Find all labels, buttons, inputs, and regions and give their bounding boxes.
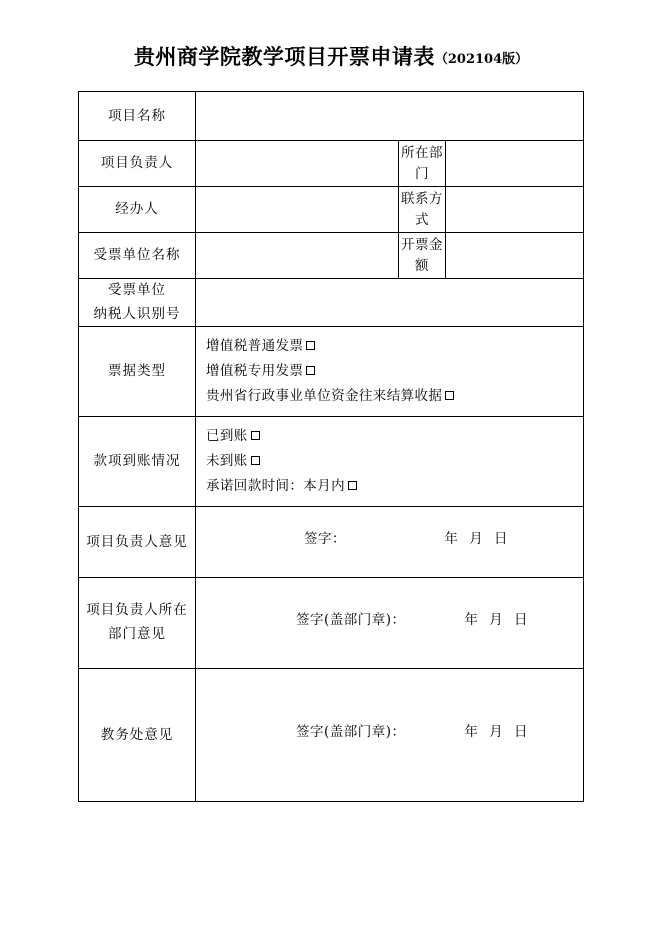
label-academic-affairs: 教务处意见 (79, 669, 196, 802)
checkbox-icon[interactable] (348, 481, 357, 490)
signature-date-line: 年 月 日 (444, 530, 512, 547)
field-dept-opinion[interactable] (196, 578, 584, 669)
signature-row-leader (196, 529, 583, 556)
signature-row-academic-affairs (196, 722, 583, 749)
page-title-main: 贵州商学院教学项目开票申请表 (133, 44, 435, 69)
signature-label: 签字(盖部门章)： (296, 611, 406, 628)
table-row-academic-affairs-opinion (79, 669, 584, 802)
table-row-invoice-unit (79, 233, 584, 279)
field-leader-opinion[interactable] (196, 507, 584, 578)
table-row-project-name (79, 92, 584, 141)
option-invoice-type-2-label: 贵州省行政事业单位资金往来结算收据 (206, 388, 443, 405)
option-payment-status-1-label: 未到账 (206, 453, 248, 470)
option-payment-status-0-label: 已到账 (206, 428, 248, 445)
field-invoice-unit[interactable] (196, 233, 399, 279)
table-row-invoice-type (79, 327, 584, 417)
field-invoice-type (196, 327, 584, 417)
table-row-dept-opinion (79, 578, 584, 669)
label-payment-status: 款项到账情况 (79, 417, 196, 507)
label-taxpayer-id-line1: 受票单位 (108, 282, 166, 298)
field-handler[interactable] (196, 187, 399, 233)
field-academic-affairs[interactable] (196, 669, 584, 802)
label-invoice-type: 票据类型 (79, 327, 196, 417)
option-payment-status-1[interactable] (206, 449, 583, 474)
label-taxpayer-id (79, 279, 196, 327)
checkbox-icon[interactable] (306, 341, 315, 350)
field-invoice-amount[interactable] (446, 233, 584, 279)
table-row-handler (79, 187, 584, 233)
label-dept-opinion (79, 578, 196, 669)
signature-label: 签字(盖部门章)： (296, 723, 406, 740)
field-contact[interactable] (446, 187, 584, 233)
label-invoice-unit: 受票单位名称 (79, 233, 196, 279)
label-contact: 联系方式 (399, 187, 446, 233)
label-department: 所在部门 (399, 141, 446, 187)
option-payment-status-2[interactable] (206, 474, 583, 499)
page-title (0, 41, 662, 71)
table-row-taxpayer-id (79, 279, 584, 327)
option-invoice-type-0-label: 增值税普通发票 (206, 338, 304, 355)
field-department[interactable] (446, 141, 584, 187)
label-dept-opinion-line1: 项目负责人所在 (86, 602, 188, 619)
checkbox-icon[interactable] (251, 431, 260, 440)
label-taxpayer-id-line2: 纳税人识别号 (93, 305, 181, 322)
option-invoice-type-1[interactable] (206, 359, 583, 384)
signature-row-dept (196, 610, 583, 637)
label-leader-opinion: 项目负责人意见 (79, 507, 196, 578)
option-invoice-type-1-label: 增值税专用发票 (206, 363, 304, 380)
field-project-leader[interactable] (196, 141, 399, 187)
field-taxpayer-id[interactable] (196, 279, 584, 327)
option-payment-status-2-label: 承诺回款时间：本月内 (206, 478, 345, 495)
checkbox-icon[interactable] (306, 366, 315, 375)
label-project-name: 项目名称 (79, 92, 196, 141)
signature-label: 签字： (304, 530, 346, 547)
label-invoice-amount: 开票金额 (399, 233, 446, 279)
payment-status-option-list (196, 417, 583, 506)
signature-date-line: 年 月 日 (464, 723, 532, 740)
option-invoice-type-0[interactable] (206, 334, 583, 359)
option-invoice-type-2[interactable] (206, 384, 583, 409)
checkbox-icon[interactable] (445, 391, 454, 400)
field-payment-status (196, 417, 584, 507)
table-row-project-leader (79, 141, 584, 187)
label-handler: 经办人 (79, 187, 196, 233)
label-dept-opinion-line2: 部门意见 (108, 626, 166, 643)
option-payment-status-0[interactable] (206, 424, 583, 449)
invoice-type-option-list (196, 327, 583, 416)
invoice-application-table (78, 91, 584, 802)
table-row-leader-opinion (79, 507, 584, 578)
field-project-name[interactable] (196, 92, 584, 141)
label-project-leader: 项目负责人 (79, 141, 196, 187)
signature-date-line: 年 月 日 (464, 611, 532, 628)
checkbox-icon[interactable] (251, 456, 260, 465)
table-row-payment-status (79, 417, 584, 507)
page-title-version: （202104版） (434, 52, 529, 67)
